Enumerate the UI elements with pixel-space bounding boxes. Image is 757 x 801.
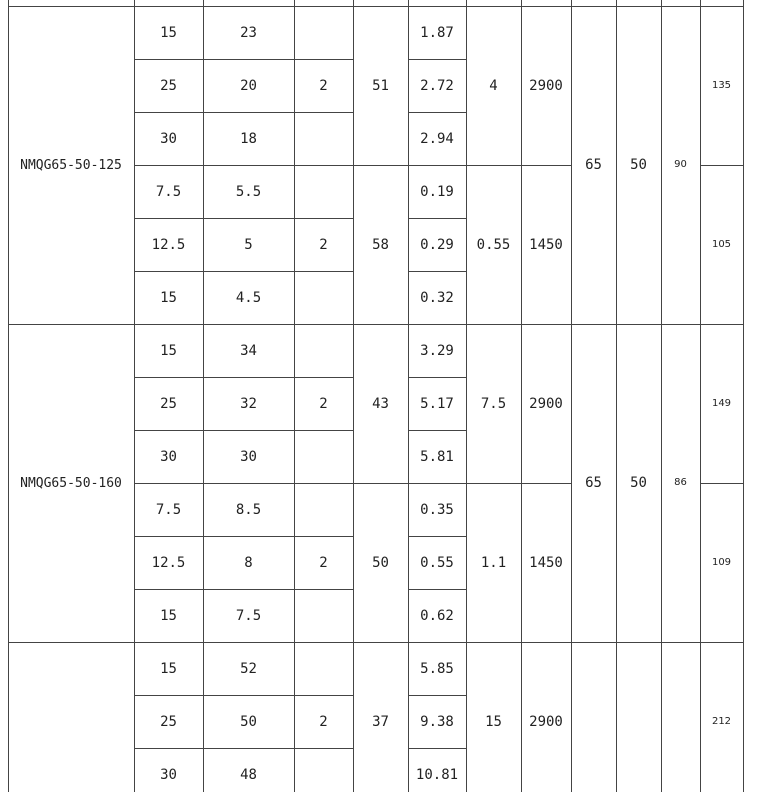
grid-line xyxy=(134,430,354,431)
efficiency-cell: 51 xyxy=(372,77,389,94)
model-col10: 50 xyxy=(630,475,647,491)
head-cell: 48 xyxy=(240,766,257,783)
motor-power-cell: 7.5 xyxy=(480,395,507,412)
head-cell: 32 xyxy=(240,395,257,412)
grid-line xyxy=(134,748,354,749)
grid-line xyxy=(408,271,467,272)
grid-line xyxy=(408,59,467,60)
head-cell: 7.5 xyxy=(235,607,262,624)
grid-line xyxy=(408,695,467,696)
grid-line xyxy=(134,59,354,60)
npsh-cell: 2 xyxy=(319,395,328,412)
flow-cell: 15 xyxy=(160,289,177,306)
shaft-power-cell: 9.38 xyxy=(420,713,454,730)
shaft-power-cell: 0.19 xyxy=(420,183,454,200)
shaft-power-cell: 5.81 xyxy=(420,448,454,465)
model-col11 xyxy=(661,642,700,801)
flow-cell: 15 xyxy=(160,342,177,359)
shaft-power-cell: 5.17 xyxy=(420,395,454,412)
model-col11: 90 xyxy=(674,159,687,170)
model-col9: 65 xyxy=(585,157,602,173)
shaft-power-cell: 0.35 xyxy=(420,501,454,518)
head-cell: 30 xyxy=(240,448,257,465)
flow-cell: 30 xyxy=(160,448,177,465)
model-col9: 65 xyxy=(585,475,602,491)
flow-cell: 25 xyxy=(160,395,177,412)
shaft-power-cell: 2.72 xyxy=(420,77,454,94)
head-cell: 4.5 xyxy=(235,289,262,306)
model-col10: 50 xyxy=(630,157,647,173)
efficiency-cell: 43 xyxy=(372,395,389,412)
flow-cell: 15 xyxy=(160,607,177,624)
shaft-power-cell: 0.62 xyxy=(420,607,454,624)
flow-cell: 15 xyxy=(160,24,177,41)
grid-line xyxy=(408,536,467,537)
model-name xyxy=(8,642,134,801)
head-cell: 23 xyxy=(240,24,257,41)
model-col11: 86 xyxy=(674,477,687,488)
shaft-power-cell: 3.29 xyxy=(420,342,454,359)
grid-line xyxy=(408,430,467,431)
flow-cell: 25 xyxy=(160,77,177,94)
grid-line xyxy=(408,589,467,590)
flow-cell: 7.5 xyxy=(155,183,182,200)
npsh-cell: 2 xyxy=(319,554,328,571)
grid-line xyxy=(134,112,354,113)
speed-cell: 2900 xyxy=(529,77,563,94)
efficiency-cell: 58 xyxy=(372,236,389,253)
head-cell: 8.5 xyxy=(235,501,262,518)
motor-power-cell: 15 xyxy=(485,713,502,730)
grid-line xyxy=(134,536,354,537)
flow-cell: 15 xyxy=(160,660,177,677)
grid-line xyxy=(408,218,467,219)
grid-line xyxy=(134,377,354,378)
grid-line xyxy=(408,377,467,378)
grid-line xyxy=(134,695,354,696)
flow-cell: 12.5 xyxy=(151,236,186,253)
weight-cell: 149 xyxy=(711,397,732,409)
speed-cell: 2900 xyxy=(529,395,563,412)
head-cell: 18 xyxy=(240,130,257,147)
grid-line xyxy=(408,112,467,113)
motor-power-cell: 1.1 xyxy=(480,554,507,571)
efficiency-cell: 50 xyxy=(372,554,389,571)
weight-cell: 212 xyxy=(711,715,732,727)
model-name: NMQG65-50-125 xyxy=(20,157,122,173)
motor-power-cell: 0.55 xyxy=(476,236,511,253)
shaft-power-cell: 5.85 xyxy=(420,660,454,677)
flow-cell: 12.5 xyxy=(151,554,186,571)
grid-line xyxy=(134,271,354,272)
model-col10 xyxy=(616,642,661,801)
weight-cell: 135 xyxy=(711,79,732,91)
head-cell: 50 xyxy=(240,713,257,730)
flow-cell: 25 xyxy=(160,713,177,730)
weight-cell: 109 xyxy=(711,556,732,568)
shaft-power-cell: 1.87 xyxy=(420,24,454,41)
grid-line xyxy=(134,218,354,219)
efficiency-cell: 37 xyxy=(372,713,389,730)
head-cell: 5 xyxy=(244,236,253,253)
shaft-power-cell: 0.32 xyxy=(420,289,454,306)
shaft-power-cell: 0.55 xyxy=(420,554,454,571)
head-cell: 52 xyxy=(240,660,257,677)
weight-cell: 105 xyxy=(711,238,732,250)
model-name: NMQG65-50-160 xyxy=(20,475,122,491)
head-cell: 5.5 xyxy=(235,183,262,200)
grid-line xyxy=(408,748,467,749)
grid-line xyxy=(743,0,744,792)
speed-cell: 1450 xyxy=(529,236,563,253)
model-col9 xyxy=(571,642,616,801)
npsh-cell: 2 xyxy=(319,236,328,253)
speed-cell: 1450 xyxy=(529,554,563,571)
motor-power-cell: 4 xyxy=(489,77,498,94)
flow-cell: 30 xyxy=(160,766,177,783)
head-cell: 20 xyxy=(240,77,257,94)
flow-cell: 30 xyxy=(160,130,177,147)
npsh-cell: 2 xyxy=(319,77,328,94)
speed-cell: 2900 xyxy=(529,713,563,730)
shaft-power-cell: 10.81 xyxy=(415,766,459,783)
head-cell: 34 xyxy=(240,342,257,359)
shaft-power-cell: 2.94 xyxy=(420,130,454,147)
shaft-power-cell: 0.29 xyxy=(420,236,454,253)
npsh-cell: 2 xyxy=(319,713,328,730)
grid-line xyxy=(134,589,354,590)
flow-cell: 7.5 xyxy=(155,501,182,518)
head-cell: 8 xyxy=(244,554,253,571)
